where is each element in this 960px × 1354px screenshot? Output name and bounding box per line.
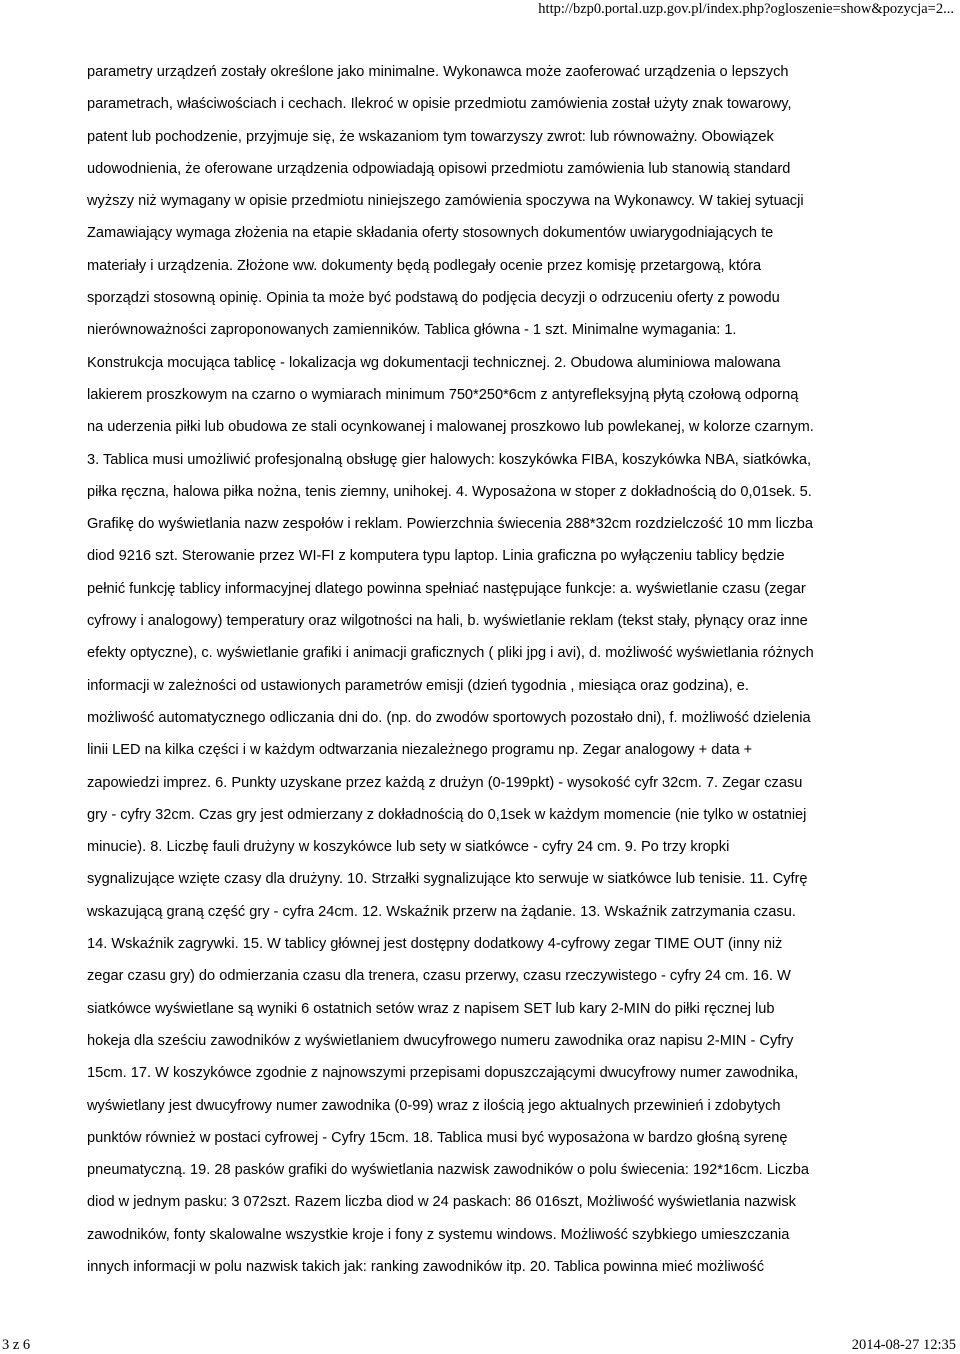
- document-text-line: 15cm. 17. W koszykówce zgodnie z najnowszymi przepisami dopuszczającymi dwucyfrowy numer zawodnika,: [87, 1065, 799, 1082]
- document-text-line: 3. Tablica musi umożliwić profesjonalną obsługę gier halowych: koszykówka FIBA, koszykówka NBA, siatkówka,: [87, 451, 812, 468]
- document-text-line: udowodnienia, że oferowane urządzenia odpowiadają opisowi przedmiotu zamówienia lub stanowią standard: [87, 160, 791, 177]
- document-text-line: wyższy niż wymagany w opisie przedmiotu niniejszego zamówienia spoczywa na Wykonawcy. W takiej sytuacji: [87, 193, 804, 210]
- document-text-line: diod w jednym pasku: 3 072szt. Razem liczba diod w 24 paskach: 86 016szt, Możliwość wyświetlania nazwisk: [87, 1194, 796, 1211]
- document-text-line: Zamawiający wymaga złożenia na etapie składania oferty stosownych dokumentów uwiarygodniających te: [87, 225, 774, 242]
- document-body: [87, 58, 895, 1285]
- document-text-line: patent lub pochodzenie, przyjmuje się, że wskazaniom tym towarzyszy zwrot: lub równoważny. Obowiązek: [87, 128, 774, 145]
- document-text-line: materiały i urządzenia. Złożone ww. dokumenty będą podlegały ocenie przez komisję przetargową, która: [87, 257, 762, 274]
- document-text-line: parametrach, właściwościach i cechach. Ilekroć w opisie przedmiotu zamówienia został użyty znak towarowy,: [87, 96, 792, 113]
- document-text-line: informacji w zależności od ustawionych parametrów emisji (dzień tygodnia , miesiąca oraz godzina), e.: [87, 677, 749, 694]
- document-text-line: zegar czasu gry) do odmierzania czasu dla trenera, czasu przerwy, czasu rzeczywistego - cyfry 24 cm. 16. W: [87, 968, 791, 985]
- document-text-line: wskazującą graną część gry - cyfra 24cm. 12. Wskaźnik przerw na żądanie. 13. Wskaźnik zatrzymania czasu.: [87, 903, 796, 920]
- document-text-line: siatkówce wyświetlane są wyniki 6 ostatnich setów wraz z napisem SET lub kary 2-MIN do piłki ręcznej lub: [87, 1000, 775, 1017]
- document-text-line: punktów również w postaci cyfrowej - Cyfry 15cm. 18. Tablica musi być wyposażona w bardzo głośną syrenę: [87, 1129, 788, 1146]
- document-text-line: hokeja dla sześciu zawodników z wyświetlaniem dwucyfrowego numeru zawodnika oraz napisu 2-MIN - Cyfry: [87, 1032, 794, 1049]
- document-text-line: sygnalizujące wzięte czasy dla drużyny. 10. Strzałki sygnalizujące kto serwuje w siatkówce lub tenisie. 11. Cyfrę: [87, 871, 808, 888]
- document-text-line: na uderzenia piłki lub obudowa ze stali ocynkowanej i malowanej proszkowo lub powlekanej, w kolorze czarnym.: [87, 419, 814, 436]
- document-text-line: innych informacji w polu nazwisk takich jak: ranking zawodników itp. 20. Tablica powinna mieć możliwość: [87, 1258, 765, 1275]
- document-text-line: pełnić funkcję tablicy informacyjnej dlatego powinna spełniać następujące funkcje: a. wyświetlanie czasu (zegar: [87, 580, 806, 597]
- document-text-line: efekty optyczne), c. wyświetlanie grafiki i animacji graficznych ( pliki jpg i avi), d. możliwość wyświetlania różnych: [87, 645, 814, 662]
- document-text-line: gry - cyfry 32cm. Czas gry jest odmierzany z dokładnością do 0,1sek w każdym momencie (nie tylko w ostatniej: [87, 806, 807, 823]
- document-text-line: zawodników, fonty skalowalne wszystkie kroje i fony z systemu windows. Możliwość szybkiego umieszczania: [87, 1226, 790, 1243]
- document-text-line: minucie). 8. Liczbę fauli drużyny w koszykówce lub sety w siatkówce - cyfry 24 cm. 9. Po trzy kropki: [87, 839, 730, 856]
- document-text-line: lakierem proszkowym na czarno o wymiarach minimum 750*250*6cm z antyrefleksyjną płytą czołową odporną: [87, 386, 799, 403]
- document-text-line: Grafikę do wyświetlania nazw zespołów i reklam. Powierzchnia świecenia 288*32cm rozdzielczość 10 mm liczba: [87, 516, 813, 533]
- document-text-line: nierównoważności zaproponowanych zamienników. Tablica główna - 1 szt. Minimalne wymagania: 1.: [87, 322, 737, 339]
- print-footer-page-number: 3 z 6: [2, 1337, 31, 1353]
- document-text-line: Konstrukcja mocująca tablicę - lokalizacja wg dokumentacji technicznej. 2. Obudowa aluminiowa malowana: [87, 354, 781, 371]
- document-text-line: zapowiedzi imprez. 6. Punkty uzyskane przez każdą z drużyn (0-199pkt) - wysokość cyfr 32cm. 7. Zegar czasu: [87, 774, 803, 791]
- print-header-url: http://bzp0.portal.uzp.gov.pl/index.php?ogloszenie=show&pozycja=2...: [538, 1, 954, 17]
- document-text-line: piłka ręczna, halowa piłka nożna, tenis ziemny, unihokej. 4. Wyposażona w stoper z dokładnością do 0,01sek. 5.: [87, 483, 812, 500]
- document-text-line: sporządzi stosowną opinię. Opinia ta może być podstawą do podjęcia decyzji o odrzuceniu oferty z powodu: [87, 290, 780, 307]
- document-text-line: linii LED na kilka części i w każdym odtwarzania niezależnego programu np. Zegar analogowy + data +: [87, 742, 753, 759]
- document-text-line: diod 9216 szt. Sterowanie przez WI-FI z komputera typu laptop. Linia graficzna po wyłączeniu tablicy będzie: [87, 548, 785, 565]
- document-text-line: 14. Wskaźnik zagrywki. 15. W tablicy głównej jest dostępny dodatkowy 4-cyfrowy zegar TIME OUT (inny niż: [87, 936, 783, 953]
- print-footer-datetime: 2014-08-27 12:35: [851, 1337, 956, 1353]
- document-text-line: wyświetlany jest dwucyfrowy numer zawodnika (0-99) wraz z ilością jego aktualnych przewinień i zdobytych: [87, 1097, 781, 1114]
- document-text-line: cyfrowy i analogowy) temperatury oraz wilgotności na hali, b. wyświetlanie reklam (tekst stały, płynący oraz inne: [87, 613, 808, 630]
- document-text-line: parametry urządzeń zostały określone jako minimalne. Wykonawca może zaoferować urządzenia o lepszych: [87, 64, 789, 80]
- document-text-line: możliwość automatycznego odliczania dni do. (np. do zwodów sportowych pozostało dni), f. możliwość dzielenia: [87, 709, 811, 726]
- document-text-line: pneumatyczną. 19. 28 pasków grafiki do wyświetlania nazwisk zawodników o polu świecenia: 192*16cm. Liczba: [87, 1162, 809, 1179]
